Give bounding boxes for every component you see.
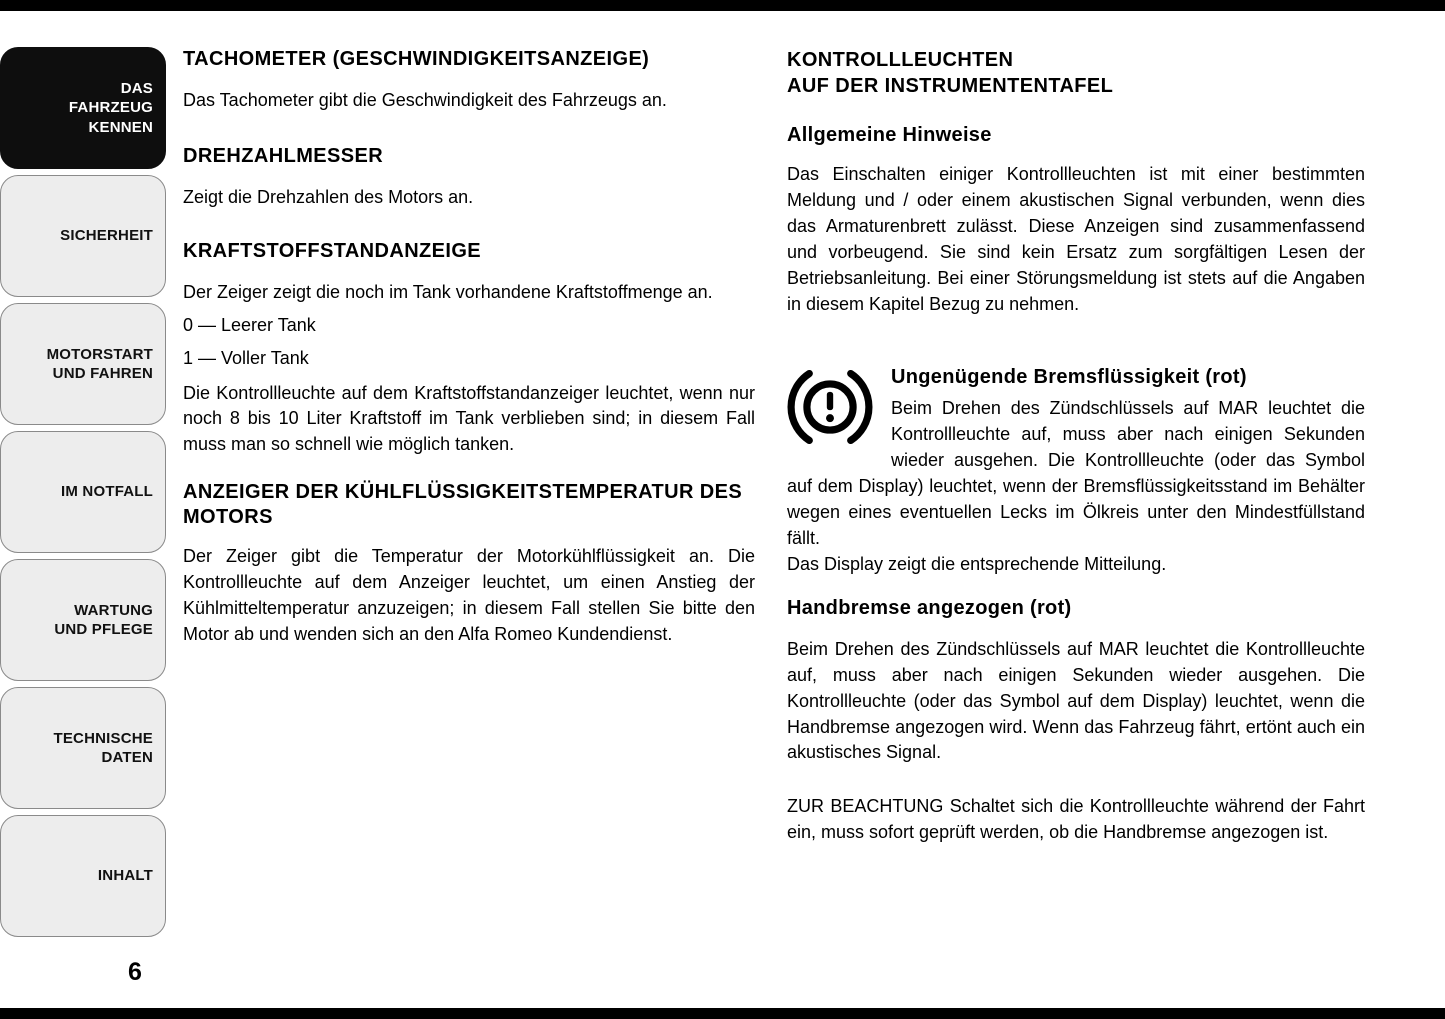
- heading-tachometer: TACHOMETER (GESCHWINDIGKEITSANZEIGE): [183, 48, 650, 70]
- paragraph-bremsfluessigkeit: Beim Drehen des Zündschlüssels auf MAR leuchtet die Kontrollleuchte auf, muss aber nach einigen Sekunden wieder ausgehen. Die Kontrollleuchte (oder das Symbol auf dem Display) leuchtet, wenn der Bremsflüssigkeitsstand im Behälter wegen eines eventuellen Lecks im Ölkreis unter den Mindestfüllstand fällt.: [787, 398, 1365, 548]
- sidebar-tab-sicherheit[interactable]: [0, 175, 166, 297]
- paragraph-drehzahlmesser: Zeigt die Drehzahlen des Motors an.: [183, 186, 474, 207]
- paragraph-zur-beachtung: ZUR BEACHTUNG Schaltet sich die Kontrollleuchte während der Fahrt ein, muss sofort geprüft werden, ob die Handbremse angezogen ist.: [787, 796, 1365, 843]
- paragraph-kraftstoff-note: Die Kontrollleuchte auf dem Kraftstoffstandanzeiger leuchtet, wenn nur noch 8 bis 10 Liter Kraftstoff im Tank verblieben sind; in diesem Fall muss man so schnell wie möglich tanken.: [183, 382, 755, 455]
- heading-drehzahlmesser: DREHZAHLMESSER: [183, 144, 384, 167]
- paragraph-display-mitteilung: Das Display zeigt die entsprechende Mitteilung.: [787, 553, 1167, 574]
- sidebar-tab-label: TECHNISCHE DATEN: [53, 729, 153, 766]
- sidebar-tab-im-notfall[interactable]: [0, 431, 166, 553]
- sidebar-tab-label: INHALT: [97, 867, 153, 885]
- left-column: [183, 47, 755, 658]
- heading-kuehlfluessigkeit: ANZEIGER DER KÜHLFLÜSSIGKEITSTEMPERATUR DES MOTORS: [183, 481, 743, 529]
- sidebar-tab-label: IM NOTFALL: [61, 483, 153, 501]
- brake-fluid-warning-section: [787, 365, 1365, 577]
- brake-warning-icon: [787, 367, 873, 447]
- bottom-border: [0, 1008, 1445, 1019]
- sidebar-tab-label: WARTUNG UND PFLEGE: [54, 601, 153, 638]
- list-item-voller-tank: 1 — Voller Tank: [183, 347, 309, 368]
- heading-kraftstoffstandanzeige: KRAFTSTOFFSTANDANZEIGE: [183, 239, 482, 262]
- sidebar-tab-label: SICHERHEIT: [60, 227, 153, 245]
- sidebar-tab-inhalt[interactable]: [0, 815, 166, 937]
- heading-handbremse: Handbremse angezogen (rot): [787, 596, 1072, 619]
- sidebar-tab-label: MOTORSTART UND FAHREN: [46, 345, 153, 382]
- sidebar-tab-label: DAS FAHRZEUG KENNEN: [68, 79, 153, 136]
- heading-kontrollleuchten-line1: KONTROLLLEUCHTEN: [787, 49, 1014, 71]
- heading-allgemeine-hinweise: Allgemeine Hinweise: [787, 124, 992, 146]
- sidebar-nav: [0, 47, 166, 943]
- right-column: [787, 47, 1365, 856]
- heading-kontrollleuchten: [787, 47, 1365, 99]
- sidebar-tab-technische-daten[interactable]: [0, 687, 166, 809]
- paragraph-allgemeine-hinweise: Das Einschalten einiger Kontrollleuchten ist mit einer bestimmten Meldung und / oder einem akustischen Signal verbunden, wenn dies das Armaturenbrett zulässt. Diese Anzeigen sind zusammenfassend und vorbeugend. Sie sind kein Ersatz zum sorgfältigen Lesen der Betriebsanleitung. Bei einer Störungsmeldung ist stets auf die Angaben in diesem Kapitel Bezug zu nehmen.: [787, 164, 1365, 314]
- page-number: 6: [128, 958, 142, 986]
- heading-bremsfluessigkeit: Ungenügende Bremsflüssigkeit (rot): [891, 366, 1247, 389]
- heading-kontrollleuchten-line2: AUF DER INSTRUMENTENTAFEL: [787, 75, 1114, 97]
- sidebar-tab-das-fahrzeug-kennen[interactable]: [0, 47, 166, 169]
- paragraph-handbremse: Beim Drehen des Zündschlüssels auf MAR leuchtet die Kontrollleuchte auf, muss aber nach einigen Sekunden wieder ausgehen. Die Kontrollleuchte (oder das Symbol auf dem Display) leuchtet, wenn die Handbremse angezogen wird. Wenn das Fahrzeug fährt, ertönt auch ein akustisches Signal.: [787, 638, 1365, 763]
- list-item-leerer-tank: 0 — Leerer Tank: [183, 314, 316, 335]
- sidebar-tab-wartung-und-pflege[interactable]: [0, 559, 166, 681]
- paragraph-tachometer: Das Tachometer gibt die Geschwindigkeit des Fahrzeugs an.: [183, 90, 667, 110]
- paragraph-kraftstoff: Der Zeiger zeigt die noch im Tank vorhandene Kraftstoffmenge an.: [183, 281, 713, 302]
- paragraph-kuehlfluessigkeit: Der Zeiger gibt die Temperatur der Motorkühlflüssigkeit an. Die Kontrollleuchte auf dem Anzeiger leuchtet, um einen Anstieg der Kühlmitteltemperatur anzuzeigen; in diesem Fall stellen Sie bitte den Motor ab und wenden sich an den Alfa Romeo Kundendienst.: [183, 546, 755, 644]
- top-border: [0, 0, 1445, 11]
- sidebar-tab-motorstart-und-fahren[interactable]: [0, 303, 166, 425]
